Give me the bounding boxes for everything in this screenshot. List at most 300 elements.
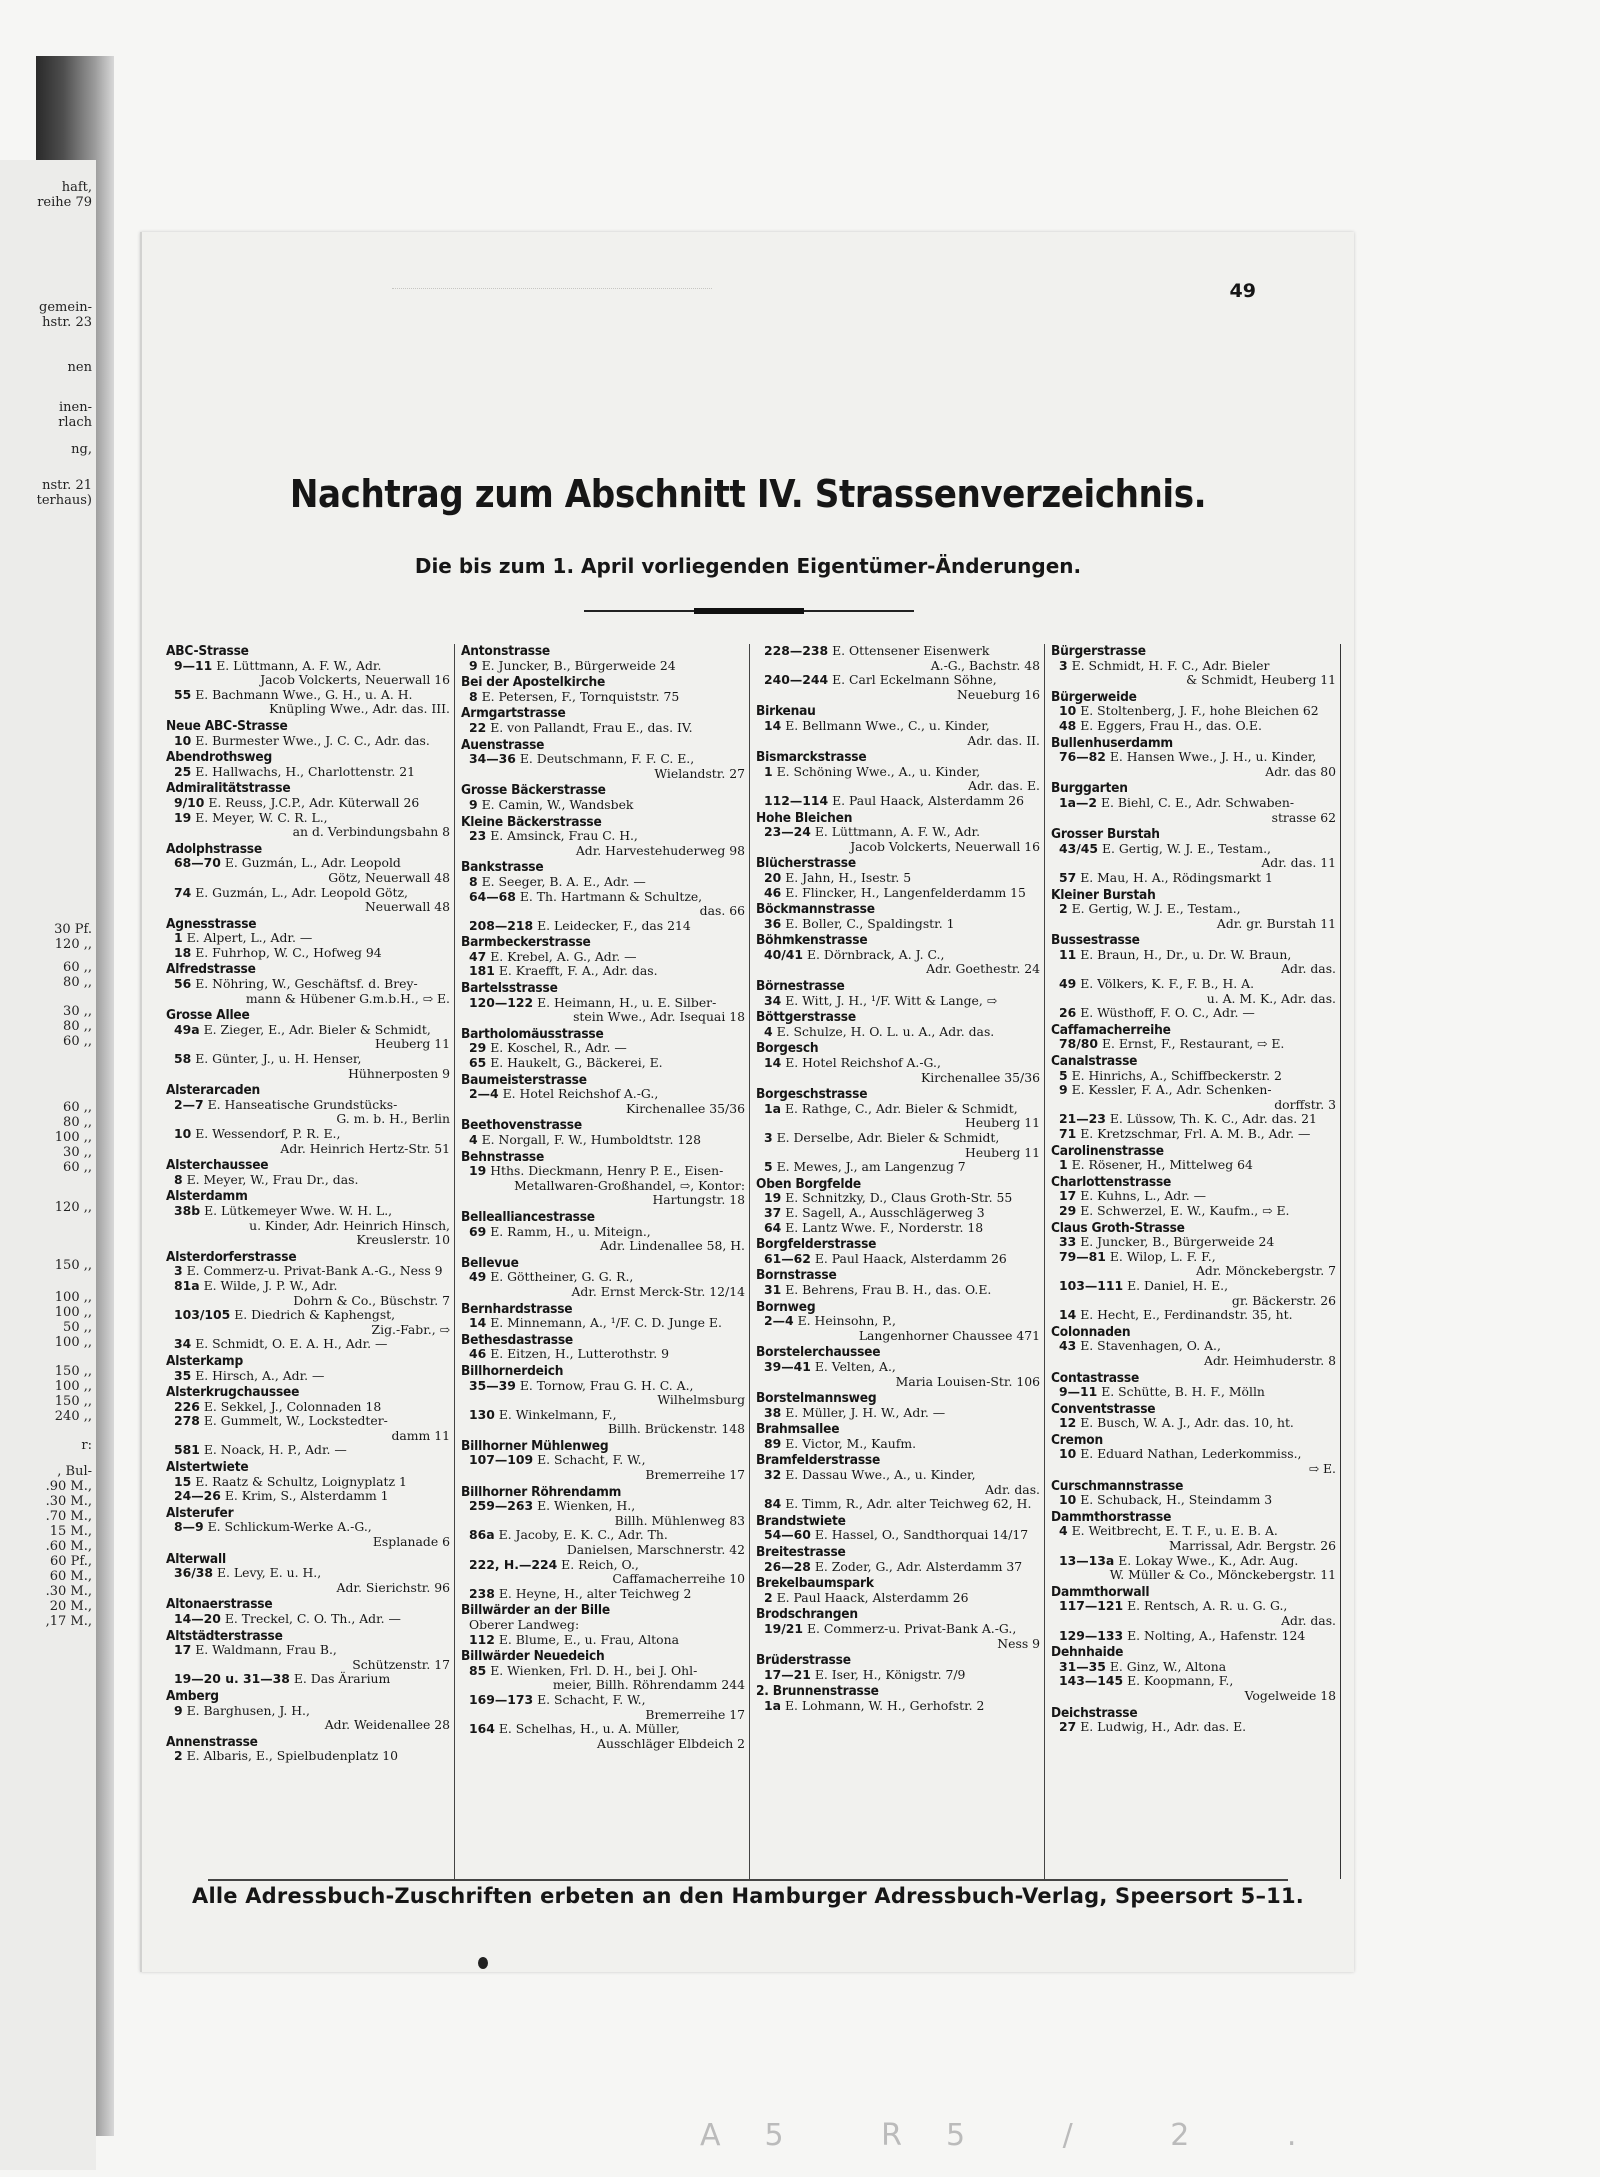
owner-text: E. Hecht, E., Ferdinandstr. 35, ht.: [1080, 1307, 1293, 1323]
owner-continuation: mann & Hübener G.m.b.H., ⇨ E.: [245, 990, 450, 1006]
footer-rule: [208, 1879, 1288, 1881]
owner-text: E. Hirsch, A., Adr. —: [195, 1367, 325, 1383]
owner-entry: [756, 948, 1040, 977]
house-number: 24—26: [174, 1488, 221, 1504]
owner-entry: [1051, 1308, 1336, 1323]
ink-dot: [478, 1957, 488, 1969]
street-heading: Burggarten: [1051, 780, 1128, 797]
owner-continuation: u. A. M. K., Adr. das.: [1206, 990, 1336, 1006]
street-heading: Grosse Bäckerstrasse: [461, 782, 606, 799]
house-number: 259—263: [469, 1498, 534, 1514]
owner-text: E. Kraefft, F. A., Adr. das.: [498, 963, 658, 979]
owner-entry: [166, 1052, 450, 1081]
street-heading: Contastrasse: [1051, 1369, 1140, 1386]
owner-entry: [756, 1131, 1040, 1160]
street-heading: Billhorner Mühlenweg: [461, 1437, 609, 1454]
house-number: 22: [469, 719, 487, 735]
owner-entry: [461, 996, 745, 1025]
street-heading: Kleine Bäckerstrasse: [461, 813, 602, 830]
house-number: 4: [1059, 1523, 1068, 1539]
house-number: 9: [1059, 1082, 1068, 1098]
street-heading: Canalstrasse: [1051, 1053, 1138, 1070]
street-heading: Alsterdorferstrasse: [166, 1248, 297, 1265]
owner-text: E. Hotel Reichshof A.-G.,: [785, 1055, 941, 1071]
owner-text: E. Guzmán, L., Adr. Leopold Götz,: [195, 884, 408, 900]
owner-entry: [166, 1400, 450, 1415]
street-heading: Böhmkenstrasse: [756, 932, 868, 949]
house-number: 130: [469, 1406, 495, 1422]
owner-entry: [166, 1612, 450, 1627]
owner-entry: [461, 1528, 745, 1557]
house-number: 18: [174, 944, 192, 960]
house-number: 55: [174, 686, 192, 702]
owner-continuation: Adr. Sierichstr. 96: [336, 1579, 450, 1595]
house-number: 81a: [174, 1277, 200, 1293]
street-heading: Borgesch: [756, 1040, 819, 1057]
owner-text: E. Blume, E., u. Frau, Altona: [498, 1631, 679, 1647]
owner-text: E. Winkelmann, F.,: [498, 1406, 617, 1422]
street-heading: Bartholomäusstrasse: [461, 1025, 604, 1042]
house-number: 43/45: [1059, 840, 1099, 856]
owner-entry: [461, 1087, 745, 1116]
house-number: 19: [469, 1163, 487, 1179]
owner-entry: [756, 765, 1040, 794]
owner-continuation: Danielsen, Marschnerstr. 42: [566, 1542, 745, 1558]
prev-page-snippet: 60 ,, 80 ,, 100 ,, 30 ,, 60 ,,: [54, 1100, 92, 1175]
house-number: 34—36: [469, 751, 516, 767]
owner-entry: [166, 659, 450, 688]
owner-continuation: Vogelweide 18: [1244, 1687, 1336, 1703]
owner-entry: [1051, 1235, 1336, 1250]
street-heading: Oben Borgfelde: [756, 1175, 861, 1192]
street-heading: Bussestrasse: [1051, 932, 1140, 949]
owner-entry: [166, 1749, 450, 1764]
house-number: 49a: [174, 1021, 200, 1037]
house-number: 1a: [764, 1697, 781, 1713]
owner-entry: [1051, 1493, 1336, 1508]
owner-entry: [166, 856, 450, 885]
house-number: 103/105: [174, 1307, 231, 1323]
house-number: 61—62: [764, 1250, 811, 1266]
owner-text: E. Dassau Wwe., A., u. Kinder,: [785, 1467, 976, 1483]
owner-text: Oberer Landweg:: [469, 1617, 580, 1632]
house-number: 49: [469, 1269, 487, 1285]
house-number: 49: [1059, 976, 1077, 992]
house-number: 36/38: [174, 1565, 214, 1581]
street-heading: Borgeschstrasse: [756, 1086, 868, 1103]
house-number: 17: [1059, 1188, 1077, 1204]
house-number: 10: [174, 732, 192, 748]
owner-entry: [461, 950, 745, 965]
street-heading: Böckmannstrasse: [756, 901, 875, 918]
owner-entry: [1051, 1279, 1336, 1308]
owner-text: E. Mewes, J., am Langenzug 7: [776, 1159, 966, 1175]
house-number: 34: [764, 992, 782, 1008]
owner-continuation: & Schmidt, Heuberg 11: [1186, 672, 1336, 688]
owner-text: E. Jahn, H., Isestr. 5: [785, 869, 912, 885]
house-number: 38: [764, 1404, 782, 1420]
street-heading: Alsterkrugchaussee: [166, 1384, 300, 1401]
owner-text: E. Daniel, H. E.,: [1127, 1277, 1229, 1293]
street-heading: Deichstrasse: [1051, 1704, 1138, 1721]
owner-text: E. Lantz Wwe. F., Norderstr. 18: [785, 1219, 984, 1235]
house-number: 35: [174, 1367, 192, 1383]
house-number: 3: [174, 1263, 183, 1279]
owner-continuation: Adr. Heinrich Hertz-Str. 51: [280, 1140, 450, 1156]
house-number: 112: [469, 1631, 495, 1647]
owner-text: E. Paul Haack, Alsterdamm 26: [832, 792, 1024, 808]
owner-entry: [1051, 1158, 1336, 1173]
owner-entry: [756, 1437, 1040, 1452]
owner-text: E. Heimann, H., u. E. Silber-: [537, 994, 717, 1010]
house-number: 29: [1059, 1202, 1077, 1218]
owner-entry: [166, 1643, 450, 1672]
house-number: 181: [469, 963, 495, 979]
directory-column: [1045, 644, 1340, 1879]
house-number: 57: [1059, 869, 1077, 885]
owner-text: E. Ernst, F., Restaurant, ⇨ E.: [1101, 1036, 1285, 1052]
street-heading: Bellealliancestrasse: [461, 1208, 595, 1225]
house-number: 8: [174, 1171, 183, 1187]
house-number: 89: [764, 1435, 782, 1451]
owner-continuation: Adr. Weidenallee 28: [324, 1717, 450, 1733]
owner-text: E. Schacht, F. W.,: [537, 1691, 646, 1707]
house-number: 65: [469, 1055, 487, 1071]
owner-entry: [166, 1369, 450, 1384]
street-heading: Bellevue: [461, 1254, 519, 1271]
directory-page: [140, 232, 1354, 1972]
owner-text: E. Koschel, R., Adr. —: [490, 1040, 627, 1056]
street-heading: Neue ABC-Strasse: [166, 717, 288, 734]
owner-entry: [461, 875, 745, 890]
house-number: 2: [1059, 901, 1068, 917]
owner-entry: [166, 886, 450, 915]
owner-text: Hths. Dieckmann, Henry P. E., Eisen-: [490, 1163, 724, 1179]
street-heading: Claus Groth-Strasse: [1051, 1219, 1185, 1236]
owner-entry: [1051, 842, 1336, 871]
owner-entry: [1051, 1250, 1336, 1279]
owner-continuation: Adr. gr. Burstah 11: [1216, 915, 1336, 931]
owner-entry: [756, 1314, 1040, 1343]
house-number: 5: [1059, 1067, 1068, 1083]
owner-text: E. Schütte, B. H. F., Mölln: [1101, 1384, 1265, 1400]
owner-continuation: Adr. Lindenallee 58, H.: [599, 1238, 745, 1254]
prev-page-snippet: 150 ,, 100 ,, 150 ,, 240 ,,: [54, 1364, 92, 1424]
owner-continuation: Heuberg 11: [965, 1115, 1040, 1131]
owner-entry: [756, 994, 1040, 1009]
street-heading: Borgfelderstrasse: [756, 1236, 877, 1253]
house-number: 2—4: [469, 1086, 499, 1102]
street-heading: Alsterkamp: [166, 1352, 243, 1369]
owner-text: E. Göttheiner, G. G. R.,: [490, 1269, 634, 1285]
owner-continuation: Dohrn & Co., Büschstr. 7: [293, 1292, 450, 1308]
street-heading: Hohe Bleichen: [756, 809, 853, 826]
owner-entry: [756, 1221, 1040, 1236]
street-heading: Bankstrasse: [461, 859, 544, 876]
owner-text: E. Schuback, H., Steindamm 3: [1080, 1492, 1273, 1508]
owner-entry: [1051, 1416, 1336, 1431]
owner-entry: [166, 1173, 450, 1188]
owner-text: E. Minnemann, A., ¹/F. C. D. Junge E.: [490, 1315, 722, 1331]
street-heading: Colonnaden: [1051, 1323, 1131, 1340]
owner-entry: [166, 1414, 450, 1443]
owner-continuation: Adr. das. 11: [1261, 855, 1336, 871]
owner-text: E. Ramm, H., u. Miteign.,: [490, 1223, 651, 1239]
owner-continuation: Adr. das. E.: [968, 778, 1040, 794]
street-heading: Breitestrasse: [756, 1544, 846, 1561]
house-number: 143—145: [1059, 1673, 1124, 1689]
house-number: 581: [174, 1442, 200, 1458]
owner-entry: [756, 1468, 1040, 1497]
owner-continuation: Billh. Brückenstr. 148: [607, 1421, 745, 1437]
house-number: 56: [174, 976, 192, 992]
owner-continuation: Adr. das.: [1281, 1613, 1336, 1628]
street-heading: Bismarckstrasse: [756, 749, 867, 766]
owner-text: E. Sekkel, J., Colonnaden 18: [203, 1398, 382, 1414]
house-number: 5: [764, 1159, 773, 1175]
house-number: 40/41: [764, 946, 804, 962]
owner-entry: [756, 917, 1040, 932]
owner-text: E. Busch, W. A. J., Adr. das. 10, ht.: [1080, 1415, 1294, 1431]
house-number: 10: [174, 1126, 192, 1141]
house-number: 43: [1059, 1338, 1077, 1354]
owner-text: E. Wienken, H.,: [537, 1498, 636, 1514]
house-number: 4: [764, 1023, 773, 1039]
owner-text: E. Haukelt, G., Bäckerei, E.: [490, 1055, 663, 1071]
owner-continuation: Bremerreihe 17: [645, 1467, 745, 1483]
owner-entry: [756, 1056, 1040, 1085]
owner-text: E. Raatz & Schultz, Loignyplatz 1: [195, 1473, 407, 1489]
house-number: 54—60: [764, 1527, 811, 1543]
house-number: 29: [469, 1040, 487, 1056]
house-number: 14—20: [174, 1611, 221, 1626]
house-number: 129—133: [1059, 1627, 1124, 1643]
owner-continuation: Metallwaren-Großhandel, ⇨, Kontor: Hartungstr. 18: [514, 1177, 745, 1208]
owner-entry: [461, 1041, 745, 1056]
street-heading: Brandstwiete: [756, 1512, 846, 1529]
owner-text: E. Biehl, C. E., Adr. Schwaben-: [1100, 794, 1295, 810]
owner-entry: [1051, 1127, 1336, 1142]
house-number: 278: [174, 1413, 200, 1429]
house-number: 20: [764, 869, 782, 885]
house-number: 31: [764, 1281, 782, 1297]
directory-column: [455, 644, 750, 1879]
house-number: 38b: [174, 1202, 201, 1218]
owner-text: E. Günter, J., u. H. Henser,: [195, 1051, 362, 1067]
house-number: 8: [469, 688, 478, 704]
owner-entry: [461, 1316, 745, 1331]
owner-entry: [461, 1347, 745, 1362]
owner-continuation: Maria Louisen-Str. 106: [895, 1373, 1040, 1389]
house-number: 1a—2: [1059, 794, 1097, 810]
street-heading: Blücherstrasse: [756, 855, 856, 872]
house-number: 8—9: [174, 1519, 204, 1535]
bottom-edge-marks: A5 R5 / 2 .: [700, 2118, 1341, 2153]
owner-text: E. Amsinck, Frau C. H.,: [490, 828, 638, 844]
street-heading: Grosser Burstah: [1051, 826, 1160, 843]
street-heading: Amberg: [166, 1687, 219, 1704]
prev-page-snippet: r:: [81, 1438, 92, 1453]
owner-text: E. Kretzschmar, Frl. A. M. B., Adr. —: [1080, 1126, 1311, 1141]
street-heading: Curschmannstrasse: [1051, 1477, 1184, 1494]
owner-continuation: Esplanade 6: [372, 1534, 450, 1550]
owner-text: E. Mau, H. A., Rödingsmarkt 1: [1080, 869, 1273, 885]
owner-continuation: G. m. b. H., Berlin: [336, 1111, 450, 1127]
house-number: 19: [174, 809, 192, 825]
owner-text: E. Timm, R., Adr. alter Teichweg 62, H.: [785, 1496, 1032, 1512]
owner-continuation: meier, Billh. Röhrendamm 244: [552, 1677, 745, 1693]
owner-text: E. Lütkemeyer Wwe. W. H. L.,: [204, 1202, 393, 1218]
house-number: 14: [764, 717, 782, 733]
owner-text: E. Derselbe, Adr. Bieler & Schmidt,: [776, 1130, 1000, 1145]
owner-text: E. Meyer, W., Frau Dr., das.: [186, 1171, 359, 1187]
owner-continuation: dorffstr. 3: [1274, 1096, 1336, 1112]
street-heading: Böttgerstrasse: [756, 1009, 856, 1026]
owner-entry: [166, 1566, 450, 1595]
owner-entry: [166, 734, 450, 749]
owner-entry: [1051, 1037, 1336, 1052]
owner-entry: [756, 1528, 1040, 1543]
prev-page-snippet: gemein- hstr. 23: [39, 300, 92, 330]
owner-entry: [1051, 1720, 1336, 1735]
street-heading: Beethovenstrasse: [461, 1117, 582, 1134]
owner-text: E. Schelhas, H., u. A. Müller,: [498, 1721, 680, 1737]
owner-entry: [461, 1587, 745, 1602]
owner-continuation: an d. Verbindungsbahn 8: [292, 824, 450, 840]
owner-continuation: Wielandstr. 27: [654, 765, 745, 781]
owner-continuation: Billh. Mühlenweg 83: [614, 1512, 745, 1528]
owner-text: E. Zieger, E., Adr. Bieler & Schmidt,: [203, 1021, 431, 1037]
owner-entry: [461, 1499, 745, 1528]
owner-entry: [166, 1308, 450, 1337]
owner-text: E. Heyne, H., alter Teichweg 2: [498, 1585, 692, 1601]
owner-text: E. Rösener, H., Mittelweg 64: [1071, 1157, 1253, 1173]
street-heading: Brüderstrasse: [756, 1652, 851, 1669]
street-heading: Brahmsallee: [756, 1421, 840, 1438]
owner-text: E. Levy, E. u. H.,: [216, 1565, 322, 1581]
owner-entry: [461, 1056, 745, 1071]
street-heading: Kleiner Burstah: [1051, 886, 1156, 903]
house-number: 222, H.—224: [469, 1556, 558, 1572]
owner-text: E. Braun, H., Dr., u. Dr. W. Braun,: [1080, 946, 1292, 962]
owner-continuation: Zig.-Fabr., ⇨: [371, 1321, 450, 1337]
owner-text: E. Guzmán, L., Adr. Leopold: [224, 855, 401, 871]
house-number: 74: [174, 884, 192, 900]
owner-text: E. Gertig, W. J. E., Testam.,: [1101, 840, 1271, 856]
street-heading: Carolinenstrasse: [1051, 1142, 1164, 1159]
house-number: 39—41: [764, 1358, 811, 1374]
owner-text: E. Schulze, H. O. L. u. A., Adr. das.: [776, 1023, 995, 1039]
owner-text: E. Rathge, C., Adr. Bieler & Schmidt,: [784, 1100, 1018, 1116]
owner-text: E. Lohmann, W. H., Gerhofstr. 2: [784, 1697, 985, 1713]
house-number: 13—13a: [1059, 1552, 1115, 1568]
street-heading: Auenstrasse: [461, 736, 545, 753]
house-number: 58: [174, 1051, 192, 1067]
street-heading: Altstädterstrasse: [166, 1627, 283, 1644]
owner-entry: [461, 721, 745, 736]
owner-entry: [756, 644, 1040, 673]
street-heading: Brodschrangen: [756, 1606, 858, 1623]
house-number: 3: [764, 1130, 773, 1145]
owner-entry: [1051, 659, 1336, 688]
page-footer: Alle Adressbuch-Zuschriften erbeten an den Hamburger Adressbuch-Verlag, Speersort 5–11.: [192, 1884, 1304, 1908]
house-number: 226: [174, 1398, 200, 1414]
owner-entry: [1051, 1554, 1336, 1583]
owner-text: E. Hanseatische Grundstücks-: [207, 1096, 398, 1112]
owner-entry: [1051, 796, 1336, 825]
street-heading: Bethesdastrasse: [461, 1331, 574, 1348]
house-number: 27: [1059, 1719, 1077, 1735]
house-number: 107—109: [469, 1452, 534, 1468]
owner-entry: [756, 1406, 1040, 1421]
owner-entry: [756, 673, 1040, 702]
owner-text: E. Bellmann Wwe., C., u. Kinder,: [785, 717, 990, 733]
street-heading: ABC-Strasse: [166, 644, 249, 659]
owner-text: E. Victor, M., Kaufm.: [785, 1435, 917, 1451]
owner-entry: [1051, 1385, 1336, 1400]
owner-text: E. Boller, C., Spaldingstr. 1: [785, 915, 955, 931]
owner-text: E. Koopmann, F.,: [1127, 1673, 1234, 1689]
owner-text: E. Hotel Reichshof A.-G.,: [502, 1086, 659, 1102]
owner-text: E. Seeger, B. A. E., Adr. —: [481, 873, 646, 889]
owner-text: E. Lüttmann, A. F. W., Adr.: [814, 824, 981, 840]
house-number: 2—4: [764, 1313, 794, 1329]
owner-continuation: Neuerwall 48: [364, 899, 450, 915]
owner-entry: [756, 1206, 1040, 1221]
owner-text: E. Waldmann, Frau B.,: [195, 1642, 337, 1658]
street-heading: Grosse Allee: [166, 1007, 250, 1024]
street-heading: Agnesstrasse: [166, 915, 257, 932]
house-number: 2: [174, 1748, 183, 1764]
owner-entry: [1051, 1599, 1336, 1628]
house-number: 1: [764, 763, 773, 779]
owner-text: E. Hassel, O., Sandthorquai 14/17: [814, 1527, 1029, 1543]
house-number: 1: [174, 930, 183, 946]
prev-page-snippet: ng,: [71, 442, 92, 457]
owner-text: E. Camin, W., Wandsbek: [481, 796, 634, 812]
owner-continuation: gr. Bäckerstr. 26: [1231, 1292, 1336, 1308]
street-heading: Bullenhuserdamm: [1051, 734, 1173, 751]
owner-text: E. Wilop, L. F. F.,: [1109, 1248, 1216, 1264]
street-heading: Adolphstrasse: [166, 840, 262, 857]
house-number: 19—20 u. 31—38: [174, 1671, 290, 1687]
house-number: 169—173: [469, 1691, 534, 1707]
owner-text: E. Jacoby, E. K. C., Adr. Th.: [498, 1527, 668, 1543]
street-heading: Annenstrasse: [166, 1733, 258, 1750]
owner-entry: [461, 1633, 745, 1648]
owner-entry: [166, 946, 450, 961]
owner-text: E. Iser, H., Königstr. 7/9: [814, 1666, 966, 1682]
owner-entry: [461, 1693, 745, 1722]
owner-entry: [756, 1497, 1040, 1512]
owner-text: E. Gertig, W. J. E., Testam.,: [1071, 901, 1241, 917]
house-number: 1: [1059, 1157, 1068, 1173]
owner-text: E. Schöning Wwe., A., u. Kinder,: [776, 763, 981, 779]
owner-text: E. Lüttmann, A. F. W., Adr.: [216, 657, 382, 673]
owner-text: E. Sagell, A., Ausschlägerweg 3: [785, 1204, 985, 1220]
owner-text: E. Wessendorf, P. R. E.,: [195, 1126, 341, 1141]
owner-entry: [166, 1337, 450, 1352]
owner-entry: [166, 1704, 450, 1733]
owner-text: E. Nolting, A., Hafenstr. 124: [1127, 1627, 1306, 1643]
owner-continuation: stein Wwe., Adr. Isequai 18: [573, 1009, 745, 1025]
owner-continuation: Adr. das 80: [1265, 763, 1336, 779]
owner-continuation: Kirchenallee 35/36: [921, 1069, 1040, 1085]
owner-text: E. Lokay Wwe., K., Adr. Aug.: [1118, 1552, 1299, 1568]
owner-entry: [756, 1102, 1040, 1131]
house-number: 46: [764, 884, 782, 900]
street-heading: Börnestrasse: [756, 978, 845, 995]
